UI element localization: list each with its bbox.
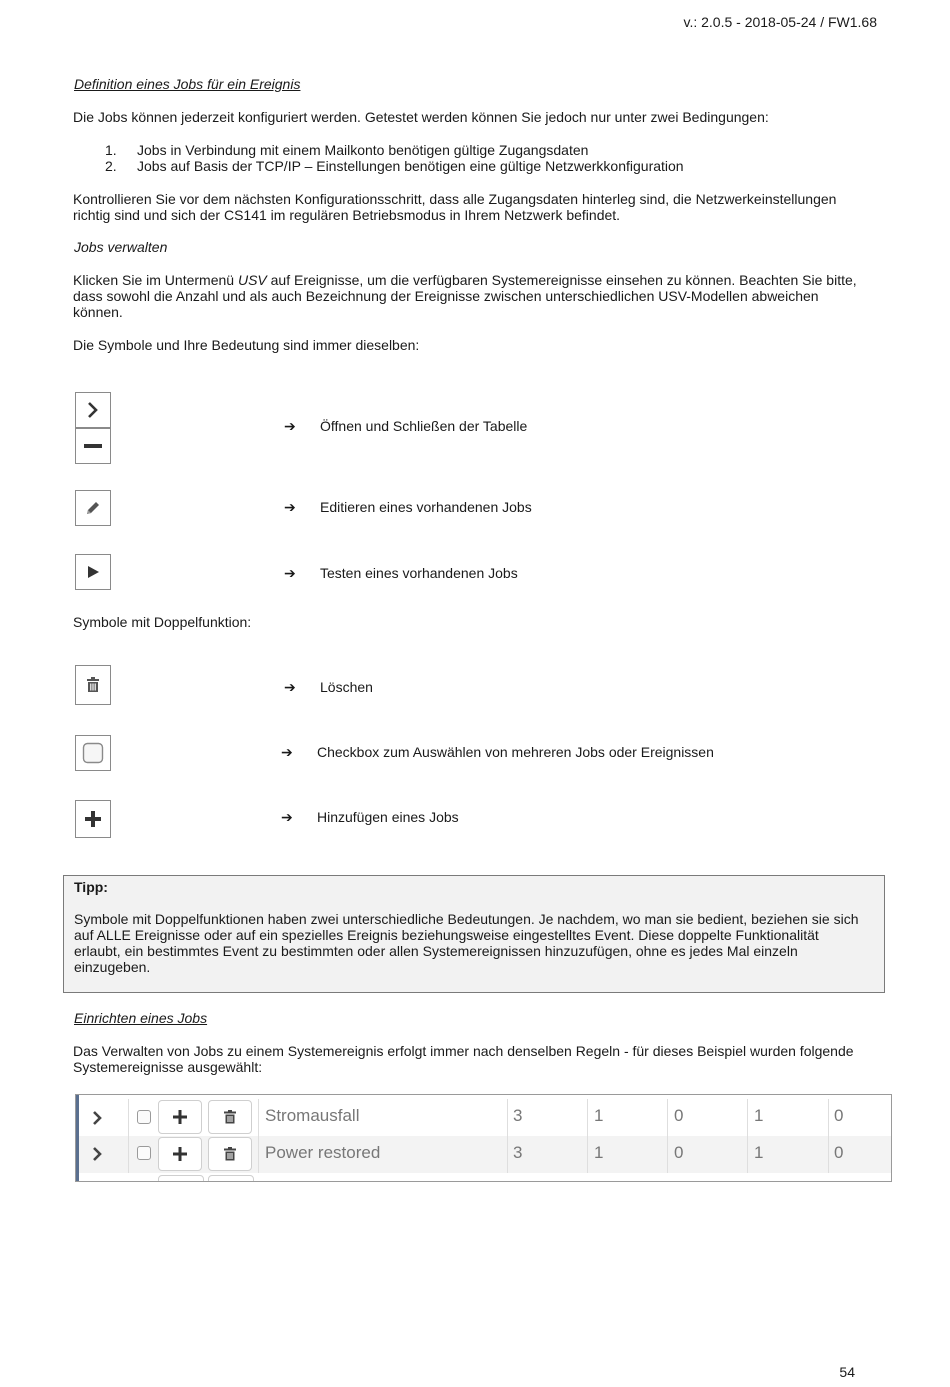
intro-paragraph: Die Jobs können jederzeit konfiguriert werden. Getestet werden können Sie jedoch nur unter zwei Bedingungen: [73, 109, 769, 125]
symbols-intro: Die Symbole und Ihre Bedeutung sind immer dieselben: [73, 337, 420, 353]
arrow-icon: ➔ [284, 418, 296, 434]
symbol-description: Löschen [320, 679, 373, 695]
text-fragment: Klicken Sie im Untermenü [73, 272, 238, 288]
cell-divider [828, 1099, 829, 1136]
add-job-button[interactable] [158, 1175, 204, 1182]
event-value: 0 [834, 1143, 844, 1162]
chevron-right-icon[interactable] [91, 1146, 103, 1165]
delete-button[interactable] [208, 1137, 252, 1171]
event-name: Power restored [265, 1143, 381, 1162]
symbol-description: Hinzufügen eines Jobs [317, 809, 459, 825]
cell-divider [258, 1136, 259, 1173]
symbol-description: Editieren eines vorhandenen Jobs [320, 499, 532, 515]
event-value: 0 [674, 1106, 684, 1125]
plus-icon [75, 800, 111, 838]
events-table [75, 1094, 892, 1182]
arrow-icon: ➔ [284, 565, 296, 581]
chevron-right-icon [75, 392, 111, 428]
cell-divider [587, 1136, 588, 1173]
list-text: Jobs auf Basis der TCP/IP – Einstellungen benötigen eine gültige Netzwerkkonfiguration [137, 158, 684, 174]
jobs-paragraph-line [73, 272, 873, 288]
control-paragraph-line: Kontrollieren Sie vor dem nächsten Konfigurationsschritt, dass alle Zugangsdaten hinterleg sind, die Netzwerkeinstellungen [73, 191, 837, 207]
event-value: 1 [754, 1143, 764, 1162]
cell-divider [258, 1099, 259, 1136]
arrow-icon: ➔ [281, 744, 293, 760]
tip-line: Symbole mit Doppelfunktionen haben zwei unterschiedliche Bedeutungen. Je nachdem, wo man sie bedient, beziehen sie sich [74, 911, 859, 927]
tip-line: erlaubt, ein bestimmtes Event zu bestimmten oder allen Systemereignissen hinzuzufügen, ohne es jedes Mal einzeln [74, 943, 798, 959]
symbol-description: Testen eines vorhandenen Jobs [320, 565, 518, 581]
delete-button[interactable] [208, 1175, 254, 1182]
section-title-jobs-verwalten: Jobs verwalten [74, 239, 168, 255]
chevron-right-icon[interactable] [91, 1110, 103, 1129]
event-value: 0 [674, 1143, 684, 1162]
arrow-icon: ➔ [281, 809, 293, 825]
tip-box [63, 875, 885, 993]
arrow-icon: ➔ [284, 499, 296, 515]
trash-icon [75, 665, 111, 705]
cell-divider [667, 1099, 668, 1136]
list-item [105, 142, 588, 158]
row-checkbox[interactable] [137, 1146, 151, 1160]
add-job-button[interactable] [158, 1100, 202, 1134]
cell-divider [747, 1099, 748, 1136]
event-value: 1 [594, 1106, 604, 1125]
pencil-icon [75, 490, 111, 526]
minus-icon [75, 428, 111, 464]
list-number: 1. [105, 142, 117, 158]
cell-divider [587, 1099, 588, 1136]
cell-divider [507, 1099, 508, 1136]
delete-button[interactable] [208, 1100, 252, 1134]
usv-term: USV [237, 272, 267, 288]
arrow-icon: ➔ [284, 679, 296, 695]
event-value: 3 [513, 1143, 523, 1162]
table-row[interactable] [79, 1099, 891, 1136]
tip-line: einzugeben. [74, 959, 151, 975]
cell-divider [747, 1136, 748, 1173]
row-checkbox[interactable] [137, 1110, 151, 1124]
symbol-description: Checkbox zum Auswählen von mehreren Jobs oder Ereignissen [317, 744, 714, 760]
event-value: 1 [594, 1143, 604, 1162]
tip-text [74, 911, 874, 975]
play-icon [75, 554, 111, 590]
cell-divider [828, 1136, 829, 1173]
section-title-einrichten: Einrichten eines Jobs [74, 1010, 208, 1026]
control-paragraph-line: richtig sind und sich der CS141 im regulären Betriebsmodus in Ihrem Netzwerk befindet. [73, 207, 621, 223]
text-fragment: auf Ereignisse, um die verfügbaren Systemereignisse einsehen zu können. Beachten Sie bitte, [266, 272, 857, 288]
cell-divider [128, 1099, 129, 1136]
add-job-button[interactable] [158, 1137, 202, 1171]
jobs-paragraph-line: dass sowohl die Anzahl und als auch Bezeichnung der Ereignisse zwischen unterschiedlichen USV-Modellen abweichen [73, 288, 819, 304]
cell-divider [128, 1136, 129, 1173]
tip-line: auf ALLE Ereignisse oder auf ein spezielles Ereignis beziehungsweise eingestelltes Event. Diese doppelte Funktionalität [74, 927, 819, 943]
checkbox-icon [75, 735, 111, 771]
list-text: Jobs in Verbindung mit einem Mailkonto benötigen gültige Zugangsdaten [137, 142, 589, 158]
list-item [105, 158, 684, 174]
jobs-paragraph-line: können. [73, 304, 123, 320]
cell-divider [507, 1136, 508, 1173]
event-name: Stromausfall [265, 1106, 360, 1125]
double-function-title: Symbole mit Doppelfunktion: [73, 614, 252, 630]
symbol-description: Öffnen und Schließen der Tabelle [320, 418, 528, 434]
table-row[interactable] [79, 1136, 891, 1173]
section-title-definition: Definition eines Jobs für ein Ereignis [74, 76, 301, 92]
event-value: 3 [513, 1106, 523, 1125]
setup-paragraph-line: Systemereignisse ausgewählt: [73, 1059, 263, 1075]
page-number: 54 [839, 1364, 855, 1380]
tip-title: Tipp: [74, 879, 108, 895]
version-header: v.: 2.0.5 - 2018-05-24 / FW1.68 [683, 14, 877, 30]
event-value: 0 [834, 1106, 844, 1125]
event-value: 1 [754, 1106, 764, 1125]
list-number: 2. [105, 158, 117, 174]
cell-divider [667, 1136, 668, 1173]
setup-paragraph-line: Das Verwalten von Jobs zu einem Systemereignis erfolgt immer nach denselben Regeln - für dieses Beispiel wurden folgende [73, 1043, 854, 1059]
